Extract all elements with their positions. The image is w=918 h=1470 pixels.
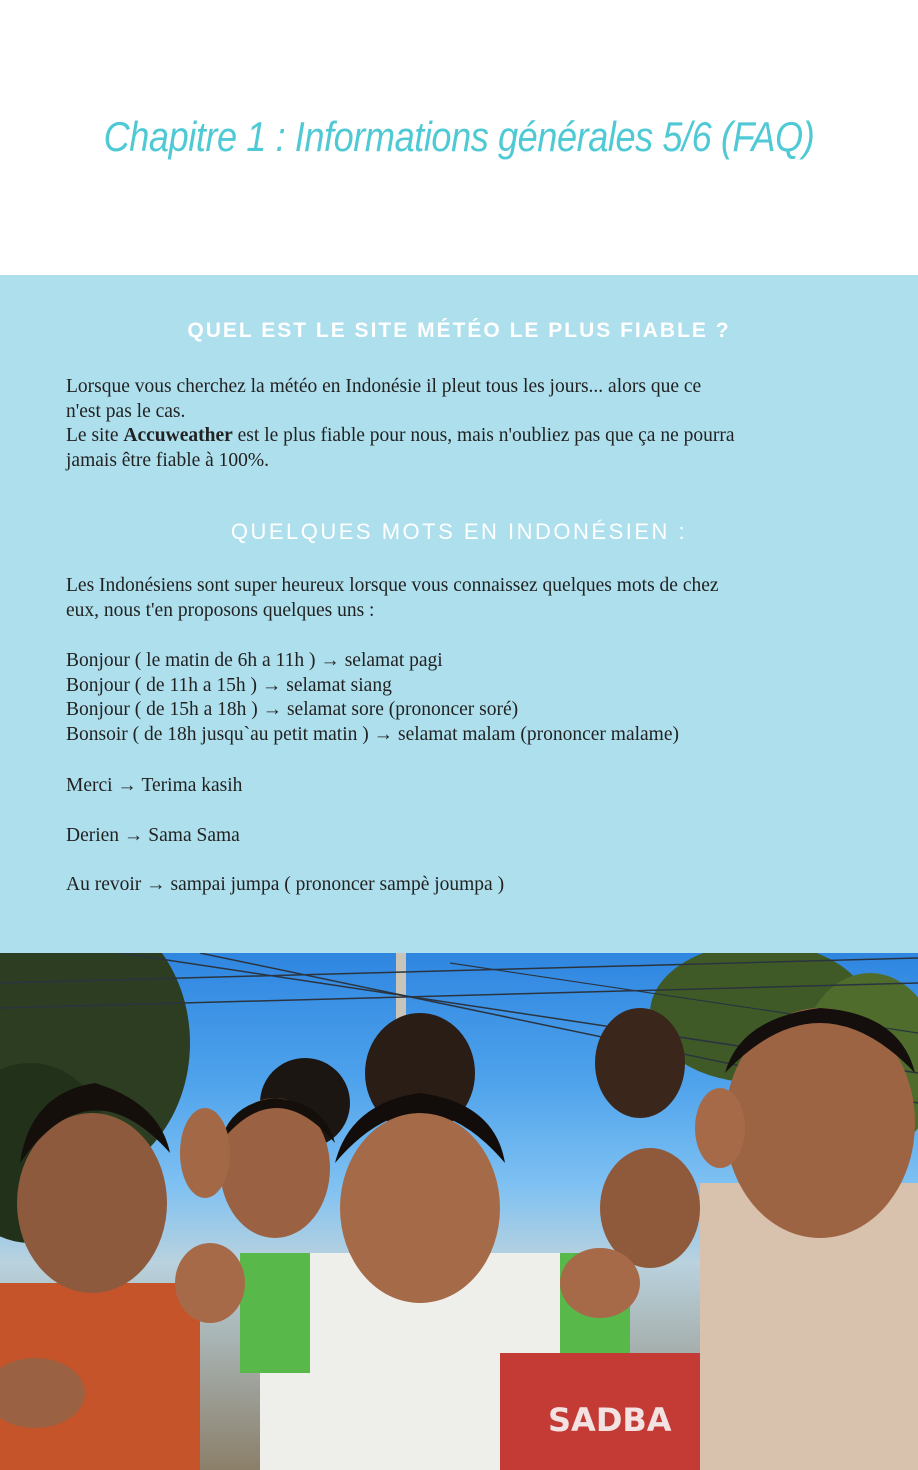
children-photo-illustration	[0, 953, 918, 1470]
thanks-line: Merci → Terima kasih	[66, 775, 243, 796]
shirt-text: SADBA	[548, 1401, 672, 1439]
weather-line-3	[66, 424, 906, 449]
header	[0, 0, 918, 275]
welcome-line: Derien → Sama Sama	[66, 825, 240, 846]
children-photo	[0, 953, 918, 1470]
info-band	[0, 275, 918, 953]
accuweather-name: Accuweather	[123, 425, 233, 446]
weather-line-2: n'est pas le cas.	[66, 400, 186, 422]
weather-line-1: Lorsque vous cherchez la météo en Indonésie il pleut tous les jours... alors que ce	[66, 376, 702, 397]
words-intro	[66, 574, 906, 623]
words-intro-line-1: Les Indonésiens sont super heureux lorsque vous connaissez quelques mots de chez	[66, 575, 719, 596]
greeting-midday: Bonjour ( de 11h a 15h ) → selamat siang	[66, 674, 392, 696]
face-boy-center	[340, 1113, 500, 1303]
greeting-afternoon: Bonjour ( de 15h a 18h ) → selamat sore (prononcer soré)	[66, 699, 519, 720]
weather-line-4: jamais être fiable à 100%.	[66, 449, 270, 471]
goodbye-line: Au revoir → sampai jumpa ( prononcer sampè joumpa )	[66, 874, 505, 895]
page-title: Chapitre 1 : Informations générales 5/6 (FAQ)	[103, 113, 815, 160]
weather-heading: QUEL EST LE SITE MÉTÉO LE PLUS FIABLE ?	[187, 319, 731, 342]
greeting-evening: Bonsoir ( de 18h jusqu`au petit matin ) → selamat malam (prononcer malame)	[66, 723, 679, 745]
words-intro-line-2: eux, nous t'en proposons quelques uns :	[66, 599, 375, 621]
weather-line-3-start: Le site	[66, 425, 124, 446]
face-girl-left	[17, 1113, 167, 1293]
greeting-morning: Bonjour ( le matin de 6h a 11h ) → selamat pagi	[66, 650, 443, 671]
greetings-list	[66, 649, 906, 747]
weather-paragraph	[66, 375, 906, 473]
words-heading: QUELQUES MOTS EN INDONÉSIEN :	[230, 519, 688, 544]
thumbs-up-hand	[180, 1108, 230, 1198]
weather-line-3-end: est le plus fiable pour nous, mais n'oubliez pas que ça ne pourra	[232, 425, 735, 446]
